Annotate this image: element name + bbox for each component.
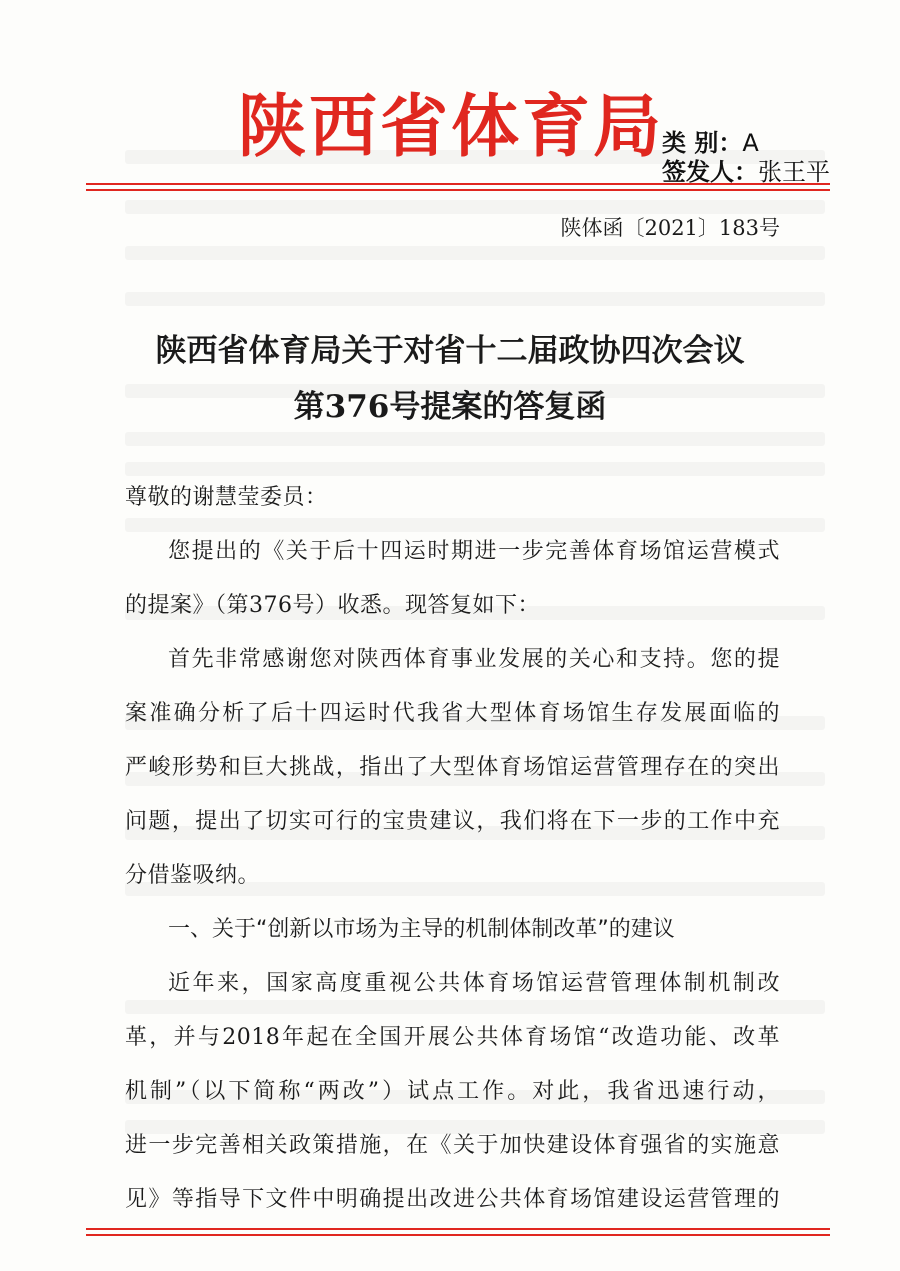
- show-through-texture: [125, 462, 825, 476]
- signer-value: 张王平: [758, 158, 830, 186]
- show-through-texture: [125, 432, 825, 446]
- paragraph-line: 进一步完善相关政策措施，在《关于加快建设体育强省的实施意: [125, 1133, 780, 1158]
- show-through-texture: [125, 246, 825, 260]
- show-through-texture: [125, 1120, 825, 1134]
- show-through-texture: [125, 1000, 825, 1014]
- document-title-line-2: 第376号提案的答复函: [293, 389, 607, 425]
- paragraph-line: 近年来，国家高度重视公共体育场馆运营管理体制机制改: [168, 971, 780, 996]
- letterhead-red-rule: [86, 183, 830, 191]
- document-title-line-1: 陕西省体育局关于对省十二届政协四次会议: [155, 333, 745, 369]
- letterhead-org-name: 陕西省体育局: [238, 88, 665, 167]
- section-heading: 一、关于“创新以市场为主导的机制体制改革”的建议: [168, 917, 675, 942]
- signer-label: 签发人：: [662, 158, 758, 186]
- paragraph-line: 案准确分析了后十四运时代我省大型体育场馆生存发展面临的: [125, 701, 780, 726]
- paragraph-line: 的提案》（第376号）收悉。现答复如下：: [125, 593, 540, 618]
- paragraph-line: 见》等指导下文件中明确提出改进公共体育场馆建设运营管理的: [125, 1187, 780, 1212]
- salutation: 尊敬的谢慧莹委员：: [125, 485, 328, 510]
- paragraph-line: 分借鉴吸纳。: [125, 863, 261, 888]
- category-label: 类 别：: [662, 129, 743, 157]
- document-number: 陕体函〔2021〕183号: [560, 216, 780, 240]
- paragraph-line: 首先非常感谢您对陕西体育事业发展的关心和支持。您的提: [168, 647, 780, 672]
- paragraph-line: 严峻形势和巨大挑战，指出了大型体育场馆运营管理存在的突出: [125, 755, 780, 780]
- signer-row: [662, 160, 830, 184]
- paragraph-line: 问题，提出了切实可行的宝贵建议，我们将在下一步的工作中充: [125, 809, 780, 834]
- paragraph-line: 机制”（以下简称“两改”）试点工作。对此，我省迅速行动，: [125, 1079, 780, 1104]
- paragraph-line: 您提出的《关于后十四运时期进一步完善体育场馆运营模式: [168, 539, 780, 564]
- category-value: A: [742, 129, 759, 157]
- category-row: [662, 131, 759, 155]
- show-through-texture: [125, 518, 825, 532]
- footer-red-rule: [86, 1228, 830, 1236]
- show-through-texture: [125, 292, 825, 306]
- paragraph-line: 革，并与2018年起在全国开展公共体育场馆“改造功能、改革: [125, 1025, 780, 1050]
